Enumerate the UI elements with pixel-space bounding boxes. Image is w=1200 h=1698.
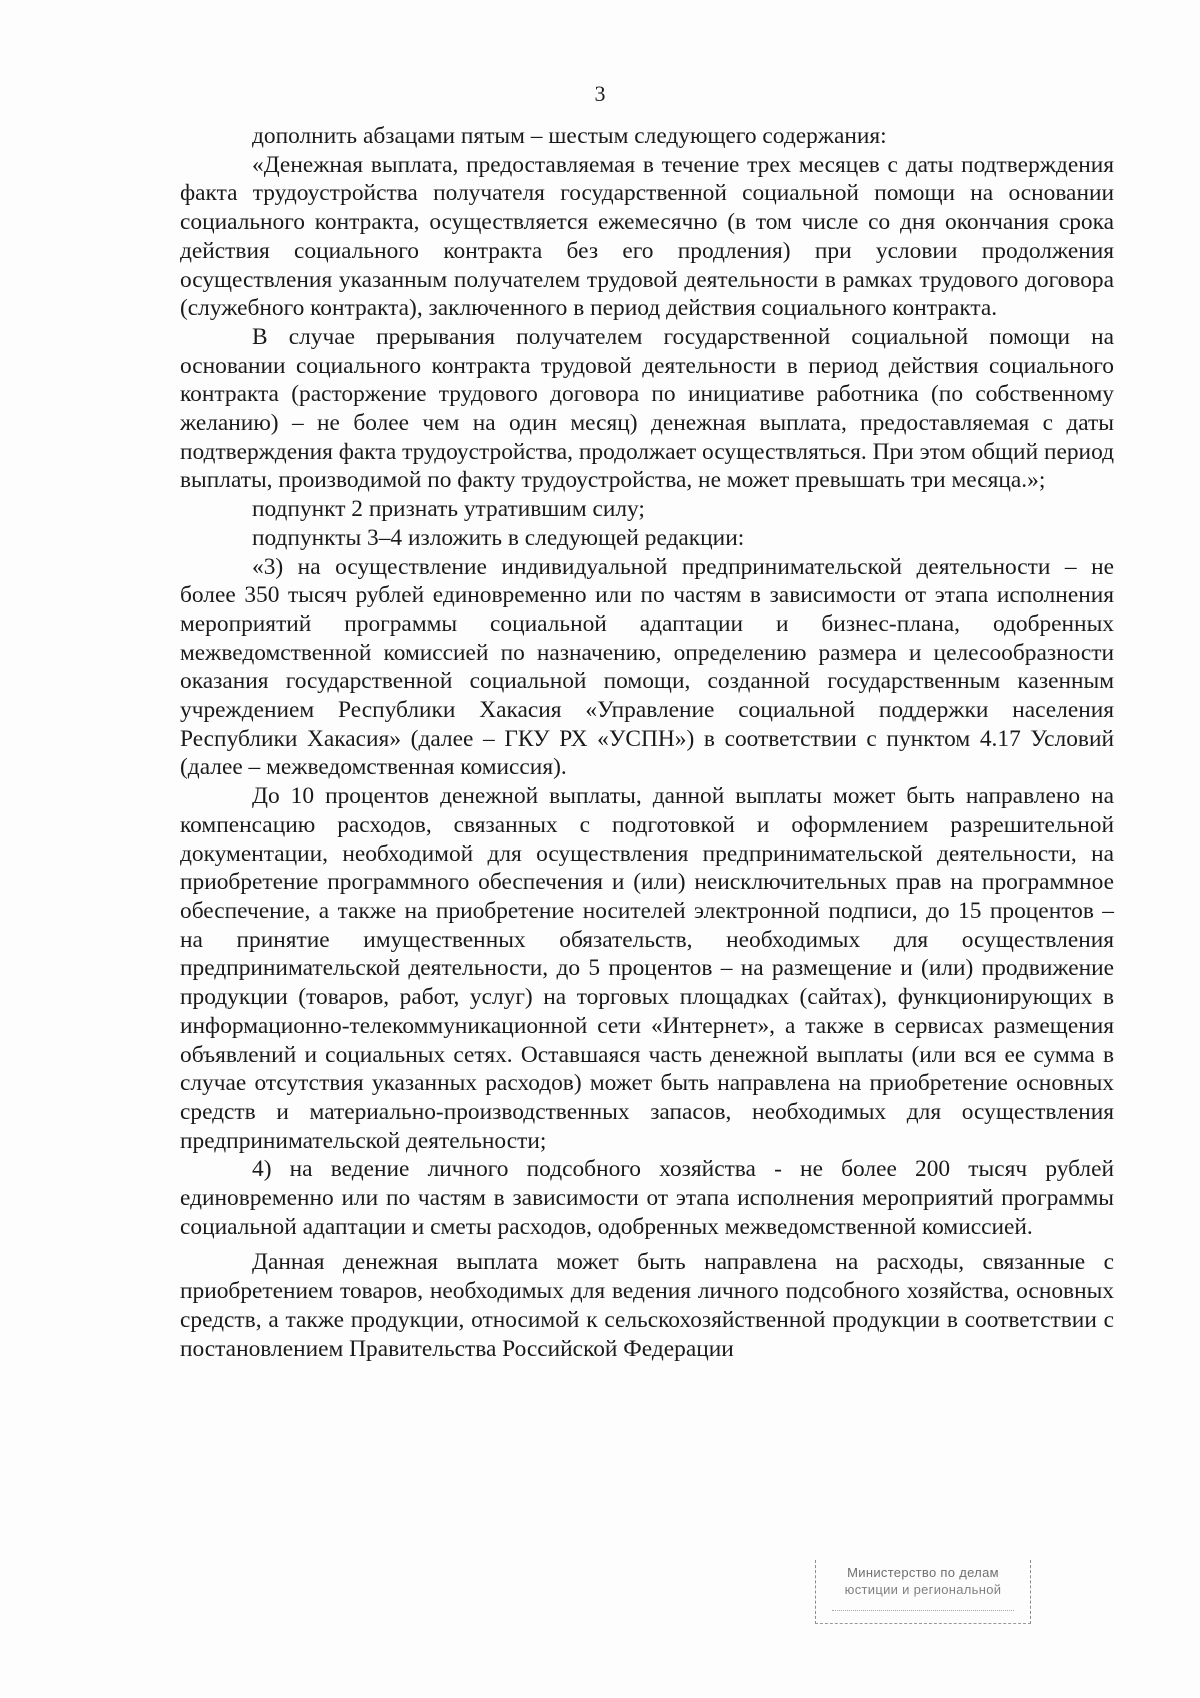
paragraph-8: 4) на ведение личного подсобного хозяйства - не более 200 тысяч рублей единовременно или по частям в зависимости от этапа исполнения мероприятий программы социальной адаптации и сметы расходов, одобренных межведомственной комиссией. <box>180 1156 1114 1240</box>
page-number: 3 <box>594 81 606 106</box>
paragraph-9: Данная денежная выплата может быть направлена на расходы, связанные с приобретением товаров, необходимых для ведения личного подсобного хозяйства, основных средств, а также продукции, относимой к сельскохозяйственной продукции в соответствии с постановлением Правительства Российской Федерации <box>180 1249 1114 1362</box>
paragraph-1: дополнить абзацами пятым – шестым следующего содержания: <box>252 123 887 149</box>
paragraph-4: подпункт 2 признать утратившим силу; <box>252 496 645 523</box>
registration-stamp <box>815 1560 1031 1624</box>
stamp-line-2: юстиции и региональной <box>844 1582 1002 1597</box>
document-body <box>180 122 1114 1363</box>
stamp-line-blur <box>832 1600 1014 1611</box>
paragraph-5: подпункты 3–4 изложить в следующей редакции: <box>252 524 745 551</box>
stamp-line-1: Министерство по делам <box>847 1565 999 1580</box>
paragraph-7: До 10 процентов денежной выплаты, данной выплаты может быть направлено на компенсацию расходов, связанных с подготовкой и оформлением разрешительной документации, необходимой для осуществления предпринимательской деятельности, на приобретение программного обеспечения и (или) неисключительных прав на программное обеспечение, а также на приобретение носителей электронной подписи, до 15 процентов – на принятие имущественных обязательств, необходимых для осуществления предпринимательской деятельности, до 5 процентов – на размещение и (или) продвижение продукции (товаров, работ, услуг) на торговых площадках (сайтах), функционирующих в информационно-телекоммуникационной сети «Интернет», а также в сервисах размещения объявлений и социальных сетях. Оставшаяся часть денежной выплаты (или вся ее сумма в случае отсутствия указанных расходов) может быть направлена на приобретение основных средств и материально-производственных запасов, необходимых для осуществления предпринимательской деятельности; <box>180 783 1114 1154</box>
paragraph-2: «Денежная выплата, предоставляемая в течение трех месяцев с даты подтверждения факта трудоустройства получателя государственной социальной помощи на основании социального контракта, осуществляется ежемесячно (в том числе со дня окончания срока действия социального контракта без его продления) при условии продолжения осуществления указанным получателем трудовой деятельности в рамках трудового договора (служебного контракта), заключенного в период действия социального контракта. <box>180 151 1114 322</box>
paragraph-6: «3) на осуществление индивидуальной предпринимательской деятельности – не более 350 тысяч рублей единовременно или по частям в зависимости от этапа исполнения мероприятий программы социальной адаптации и бизнес-плана, одобренных межведомственной комиссией по назначению, определению размера и целесообразности оказания государственной социальной помощи, созданной государственным казенным учреждением Республики Хакасия «Управление социальной поддержки населения Республики Хакасия» (далее – ГКУ РХ «УСПН») в соответствии с пунктом 4.17 Условий (далее – межведомственная комиссия). <box>180 553 1114 781</box>
paragraph-3: В случае прерывания получателем государственной социальной помощи на основании социального контракта трудовой деятельности в период действия социального контракта (расторжение трудового договора по инициативе работника (по собственному желанию) – не более чем на один месяц) денежная выплата, предоставляемая с даты подтверждения факта трудоустройства, продолжает осуществляться. При этом общий период выплаты, производимой по факту трудоустройства, не может превышать три месяца.»; <box>180 323 1114 494</box>
